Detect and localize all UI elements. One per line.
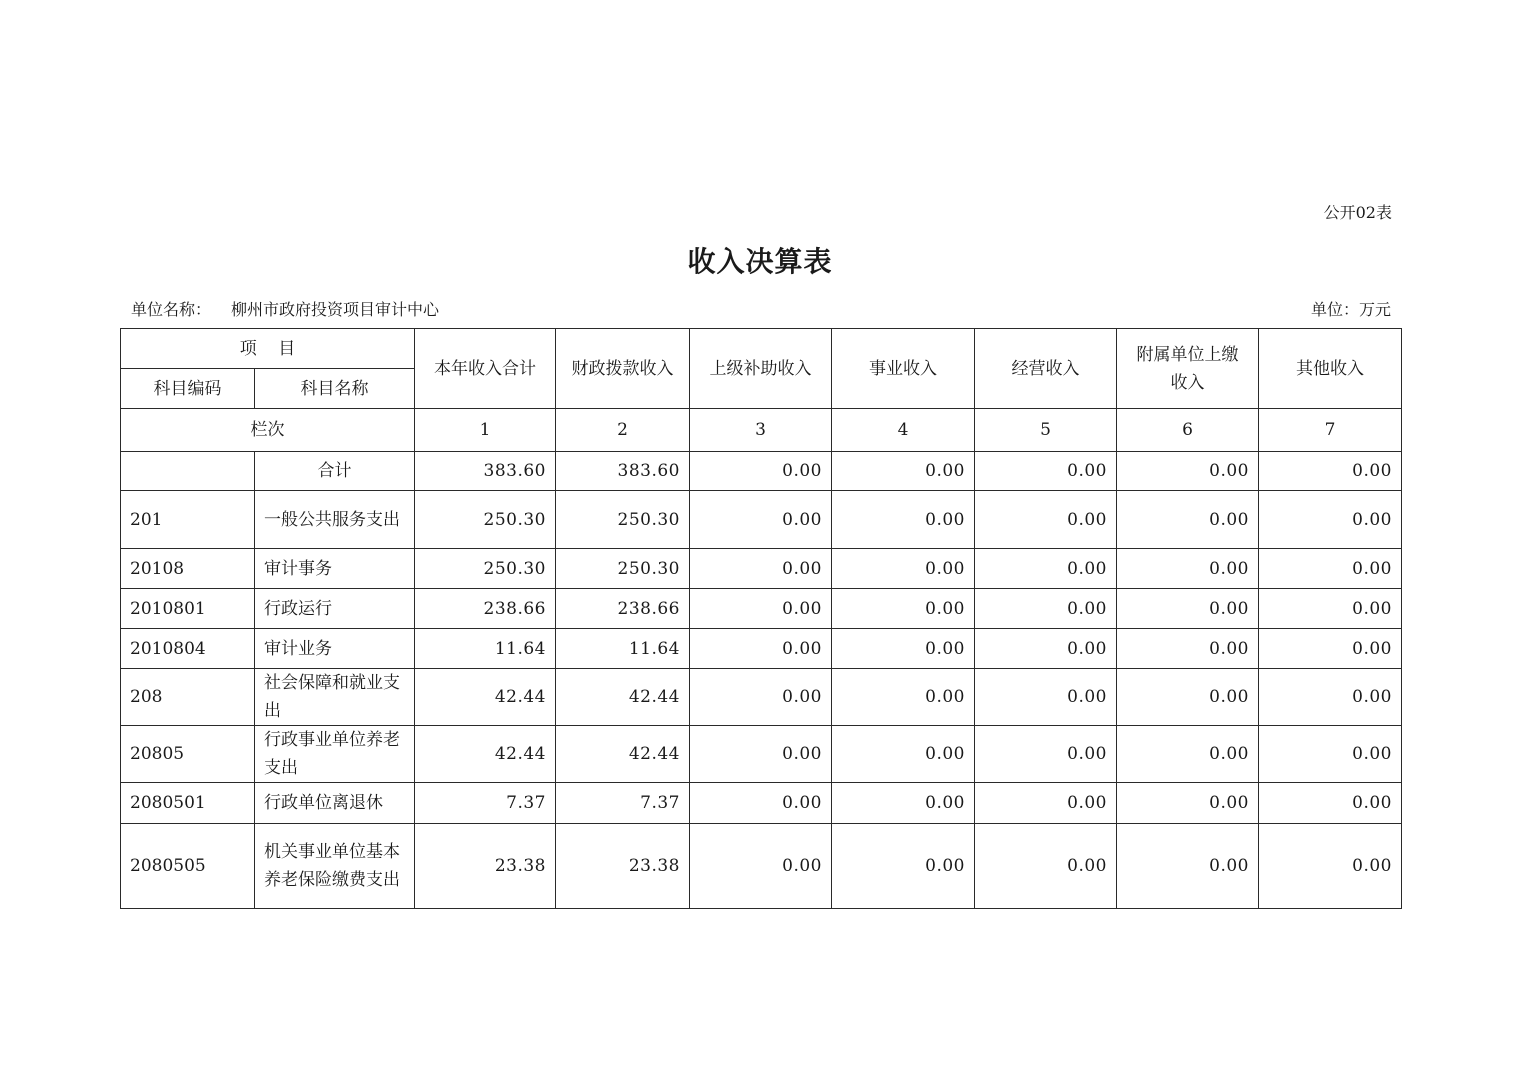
seq-num: 2	[556, 409, 690, 452]
table-body	[121, 329, 1402, 909]
row-value: 0.00	[1117, 589, 1259, 629]
header-name: 科目名称	[255, 369, 415, 409]
row-value: 0.00	[975, 549, 1117, 589]
row-value: 0.00	[832, 491, 975, 549]
row-name: 审计业务	[255, 629, 415, 669]
income-table	[120, 328, 1402, 909]
table-row	[121, 824, 1402, 909]
row-code: 2010801	[121, 589, 255, 629]
row-value: 0.00	[975, 589, 1117, 629]
row-value: 0.00	[1259, 726, 1402, 783]
row-value: 7.37	[415, 783, 556, 824]
seq-num: 5	[975, 409, 1117, 452]
row-value: 0.00	[690, 783, 832, 824]
row-value: 0.00	[832, 783, 975, 824]
row-value: 0.00	[690, 589, 832, 629]
row-value: 42.44	[415, 726, 556, 783]
seq-num: 3	[690, 409, 832, 452]
row-value: 0.00	[832, 824, 975, 909]
table-row	[121, 491, 1402, 549]
row-code: 2010804	[121, 629, 255, 669]
row-code: 20805	[121, 726, 255, 783]
row-value: 0.00	[832, 589, 975, 629]
row-name: 合计	[255, 452, 415, 491]
seq-num: 7	[1259, 409, 1402, 452]
row-value: 23.38	[556, 824, 690, 909]
row-code: 20108	[121, 549, 255, 589]
row-value: 0.00	[690, 669, 832, 726]
row-value: 0.00	[975, 669, 1117, 726]
row-value: 0.00	[1117, 549, 1259, 589]
seq-row	[121, 409, 1402, 452]
row-value: 0.00	[975, 452, 1117, 491]
unit-name-value: 柳州市政府投资项目审计中心	[231, 300, 440, 319]
row-value: 0.00	[1259, 824, 1402, 909]
header-code: 科目编码	[121, 369, 255, 409]
row-value: 0.00	[832, 669, 975, 726]
row-value: 0.00	[690, 491, 832, 549]
row-value: 0.00	[1117, 491, 1259, 549]
row-value: 0.00	[975, 491, 1117, 549]
row-value: 238.66	[415, 589, 556, 629]
row-value: 0.00	[1259, 549, 1402, 589]
row-name: 机关事业单位基本养老保险缴费支出	[255, 824, 415, 909]
header-col-1: 本年收入合计	[415, 329, 556, 409]
row-name: 一般公共服务支出	[255, 491, 415, 549]
row-name: 审计事务	[255, 549, 415, 589]
row-value: 23.38	[415, 824, 556, 909]
header-col-4: 事业收入	[832, 329, 975, 409]
row-value: 0.00	[1259, 589, 1402, 629]
table-row	[121, 726, 1402, 783]
seq-label: 栏次	[121, 409, 415, 452]
row-code	[121, 452, 255, 491]
row-value: 383.60	[556, 452, 690, 491]
table-row	[121, 452, 1402, 491]
row-code: 2080501	[121, 783, 255, 824]
row-name: 行政单位离退休	[255, 783, 415, 824]
row-value: 250.30	[556, 491, 690, 549]
header-col-7: 其他收入	[1259, 329, 1402, 409]
seq-num: 4	[832, 409, 975, 452]
row-value: 0.00	[1117, 669, 1259, 726]
form-code: 公开02表	[1323, 203, 1392, 222]
row-value: 250.30	[415, 491, 556, 549]
row-value: 42.44	[556, 669, 690, 726]
row-value: 0.00	[1259, 491, 1402, 549]
row-value: 250.30	[415, 549, 556, 589]
table-row	[121, 589, 1402, 629]
currency-unit: 单位：万元	[1310, 300, 1391, 319]
row-value: 0.00	[975, 783, 1117, 824]
unit-name	[131, 297, 439, 320]
seq-num: 1	[415, 409, 556, 452]
row-value: 238.66	[556, 589, 690, 629]
row-value: 0.00	[690, 629, 832, 669]
row-value: 0.00	[690, 824, 832, 909]
row-value: 0.00	[690, 452, 832, 491]
row-value: 0.00	[832, 452, 975, 491]
table-row	[121, 629, 1402, 669]
row-value: 0.00	[832, 629, 975, 669]
table-row	[121, 783, 1402, 824]
unit-name-label: 单位名称：	[131, 300, 212, 319]
seq-num: 6	[1117, 409, 1259, 452]
row-value: 42.44	[556, 726, 690, 783]
row-code: 2080505	[121, 824, 255, 909]
row-value: 0.00	[1259, 783, 1402, 824]
header-col-6: 附属单位上缴收入	[1117, 329, 1259, 409]
row-value: 0.00	[1117, 726, 1259, 783]
row-value: 0.00	[1259, 452, 1402, 491]
row-value: 0.00	[832, 549, 975, 589]
row-value: 250.30	[556, 549, 690, 589]
row-value: 0.00	[690, 726, 832, 783]
row-value: 0.00	[690, 549, 832, 589]
row-value: 7.37	[556, 783, 690, 824]
row-value: 383.60	[415, 452, 556, 491]
row-value: 0.00	[975, 726, 1117, 783]
table-row	[121, 669, 1402, 726]
page-title: 收入决算表	[687, 245, 833, 278]
row-value: 0.00	[975, 629, 1117, 669]
row-value: 0.00	[1117, 783, 1259, 824]
header-col-5: 经营收入	[975, 329, 1117, 409]
row-code: 201	[121, 491, 255, 549]
header-col-2: 财政拨款收入	[556, 329, 690, 409]
row-code: 208	[121, 669, 255, 726]
row-value: 0.00	[1117, 824, 1259, 909]
table-row	[121, 549, 1402, 589]
row-name: 社会保障和就业支出	[255, 669, 415, 726]
row-value: 42.44	[415, 669, 556, 726]
row-value: 0.00	[832, 726, 975, 783]
row-value: 11.64	[415, 629, 556, 669]
row-name: 行政事业单位养老支出	[255, 726, 415, 783]
row-value: 0.00	[1259, 629, 1402, 669]
header-project: 项 目	[121, 329, 415, 369]
row-value: 0.00	[1259, 669, 1402, 726]
row-value: 11.64	[556, 629, 690, 669]
row-name: 行政运行	[255, 589, 415, 629]
row-value: 0.00	[1117, 452, 1259, 491]
row-value: 0.00	[975, 824, 1117, 909]
row-value: 0.00	[1117, 629, 1259, 669]
header-col-3: 上级补助收入	[690, 329, 832, 409]
header-row-1	[121, 329, 1402, 369]
